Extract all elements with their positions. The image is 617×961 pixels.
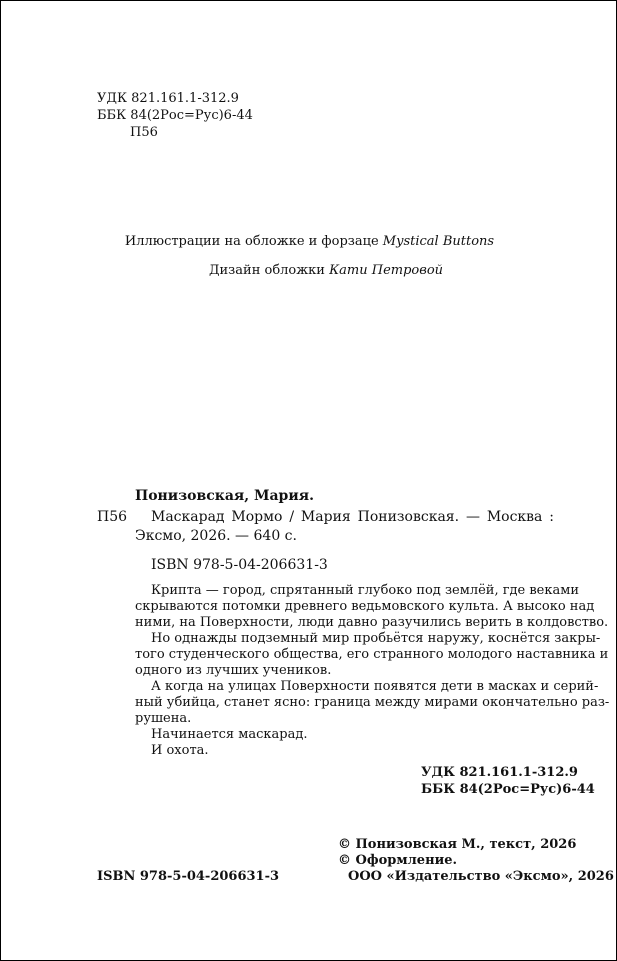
illustrations-credit: Иллюстрации на обложке и форзаце Mystical Buttons [124, 234, 495, 249]
annotation-line: одного из лучших учеников. [135, 663, 332, 678]
copyright-author: © Понизовская М., текст, 2026 [338, 837, 577, 852]
footer-isbn: ISBN 978-5-04-206631-3 [97, 869, 280, 884]
author-mark-top: П56 [130, 125, 158, 140]
annotation-line: Начинается маскарад. [151, 727, 308, 742]
annotation [135, 583, 610, 759]
annotation-line: И охота. [151, 743, 209, 758]
bbk-code-bottom: ББК 84(2Рос=Рус)6-44 [421, 782, 595, 797]
annotation-line: того студенческого общества, его странного молодого наставника и [135, 647, 609, 662]
udk-code-top: УДК 821.161.1-312.9 [97, 91, 239, 106]
illustrator-name: Mystical Buttons [382, 234, 495, 249]
annotation-line: рушена. [135, 711, 192, 726]
annotation-line: Крипта — город, спрятанный глубоко под землёй, где веками [151, 583, 580, 598]
annotation-line: Но однажды подземный мир пробьётся наружу, коснётся закры- [151, 631, 601, 646]
annotation-line: ный убийца, станет ясно: граница между мирами окончательно раз- [135, 695, 610, 710]
annotation-line: ними, на Поверхности, люди давно разучились верить в колдовство. [135, 615, 609, 630]
cover-design-credit: Дизайн обложки Кати Петровой [208, 263, 444, 278]
catalog-author-mark: П56 [97, 509, 128, 525]
annotation-line: А когда на улицах Поверхности появятся дети в масках и серий- [151, 679, 599, 694]
catalog-description-line1: Маскарад Мормо / Мария Понизовская. — Москва : [151, 509, 554, 525]
catalog-description-line2: Эксмо, 2026. — 640 с. [135, 528, 297, 544]
designer-name: Кати Петровой [329, 263, 444, 278]
catalog-isbn: ISBN 978-5-04-206631-3 [151, 557, 328, 573]
copyright-publisher: ООО «Издательство «Эксмо», 2026 [348, 869, 614, 884]
udk-code-bottom: УДК 821.161.1-312.9 [421, 765, 578, 780]
annotation-line: скрываются потомки древнего ведьмовского культа. А высоко над [135, 599, 595, 614]
copyright-design: © Оформление. [338, 853, 458, 868]
catalog-author-heading: Понизовская, Мария. [135, 488, 314, 504]
bbk-code-top: ББК 84(2Рос=Рус)6-44 [97, 108, 253, 123]
